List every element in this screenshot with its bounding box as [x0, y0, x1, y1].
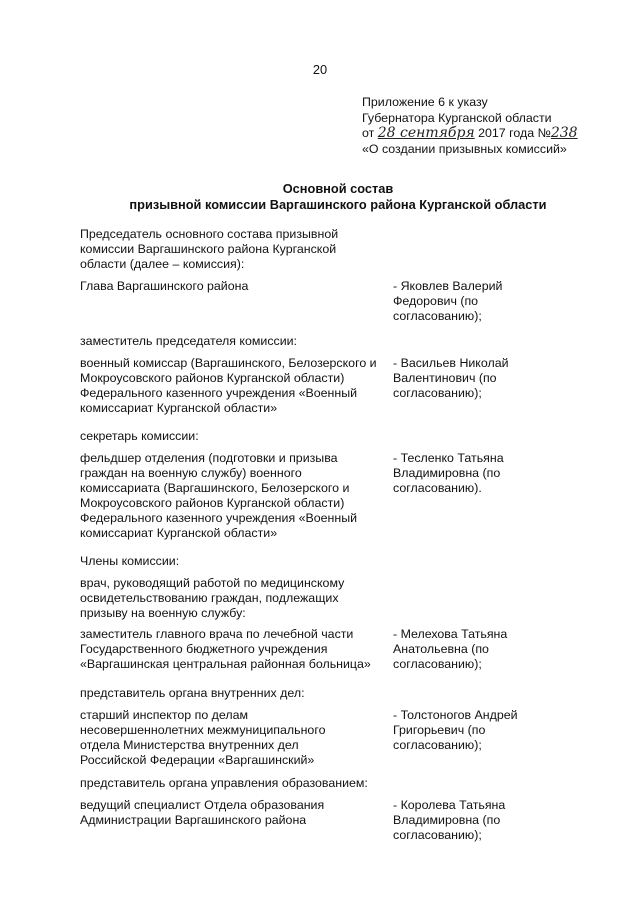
- position-head-of-district: Глава Варгашинского района: [80, 279, 249, 293]
- member-name-melekhova: - Мелехова Татьяна Анатольевна (по согласованию);: [393, 627, 508, 671]
- appendix-date-line: [362, 126, 622, 142]
- role-members: Члены комиссии:: [80, 554, 180, 568]
- role-doctor: врач, руководящий работой по медицинскому освидетельствованию граждан, подлежащих призыву на военную службу:: [80, 576, 345, 620]
- position-paramedic: фельдшер отделения (подготовки и призыва граждан на военную службу) военного комиссариата (Варгашинского, Белозерского и Мокроусовского районов Курганской области) Федерального казенного учреждения «Военный комиссариат Курганской области»: [80, 451, 358, 540]
- appendix-line1: Приложение 6 к указу: [362, 95, 488, 109]
- role-education: представитель органа управления образованием:: [80, 776, 368, 790]
- member-name-yakovlev: - Яковлев Валерий Федорович (по согласованию);: [393, 279, 503, 323]
- handwritten-date: 28 сентября: [377, 125, 475, 141]
- member-name-koroleva: - Королева Татьяна Владимировна (по согласованию);: [393, 798, 506, 842]
- appendix-line2: Губернатора Курганской области: [362, 110, 552, 125]
- position-deputy-chief-physician: заместитель главного врача по лечебной части Государственного бюджетного учреждения «Варгашинская центральная районная больница»: [80, 627, 371, 671]
- member-name-teslenko: - Тесленко Татьяна Владимировна (по согласованию).: [393, 451, 504, 495]
- title-line2: призывной комиссии Варгашинского района Курганской области: [129, 197, 547, 212]
- role-chairman: Председатель основного состава призывной комиссии Варгашинского района Курганской области (далее – комиссия):: [80, 227, 339, 271]
- position-military-commissar: военный комиссар (Варгашинского, Белозерского и Мокроусовского районов Курганской области) Федерального казенного учреждения «Военный комиссариат Курганской области»: [80, 356, 377, 415]
- member-name-tolstonogov: - Толстоногов Андрей Григорьевич (по согласованию);: [393, 708, 518, 752]
- title-line1: Основной состав: [282, 181, 394, 196]
- document-title: [0, 181, 640, 213]
- role-deputy-chairman: заместитель председателя комиссии:: [80, 334, 297, 348]
- appendix-line4: «О создании призывных комиссий»: [362, 141, 567, 156]
- member-name-vasiliev: - Васильев Николай Валентинович (по согласованию);: [393, 356, 509, 400]
- date-prefix: от: [362, 126, 378, 140]
- role-internal-affairs: представитель органа внутренних дел:: [80, 686, 305, 700]
- role-secretary: секретарь комиссии:: [80, 429, 199, 443]
- position-senior-inspector: старший инспектор по делам несовершеннолетних межмуниципального отдела Министерства внутренних дел Российской Федерации «Варгашинский»: [80, 708, 326, 767]
- position-education-specialist: ведущий специалист Отдела образования Администрации Варгашинского района: [80, 798, 325, 827]
- date-suffix: 2017 года №: [474, 126, 551, 140]
- appendix-header: [362, 95, 622, 157]
- page-number: 20: [312, 62, 328, 77]
- handwritten-number: 238: [550, 125, 578, 141]
